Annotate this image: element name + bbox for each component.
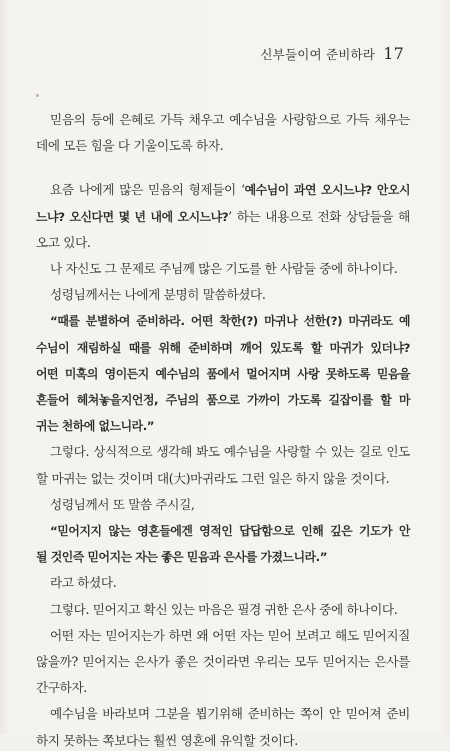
text-line [36, 338, 410, 358]
text-line: 그렇다. 상식적으로 생각해 봐도 예수님을 사랑할 수 있는 길로 인도 [50, 444, 410, 460]
text-line: 믿음의 등에 은혜로 가득 채우고 예수님을 사랑함으로 가득 채우는 [50, 112, 410, 127]
text-line: 나 자신도 그 문제로 주님께 많은 기도를 한 사람들 중에 하나이다. [50, 261, 398, 276]
text-line [50, 521, 410, 541]
text-line: 오고 있다. [36, 234, 91, 250]
emphasized-text: 느냐? 오신다면 몇 년 내에 오시느냐? [36, 209, 229, 224]
text-line: 하지 못하는 쪽보다는 훨씬 영혼에 유익할 것이다. [36, 732, 298, 748]
text-line: 간구하자. [36, 680, 87, 696]
text-line [36, 416, 154, 436]
emphasized-text: 될 것인즉 믿어지는 자는 좋은 믿음과 은사를 가졌느니라.” [36, 550, 328, 565]
text-line: 할 마귀는 없는 것이며 대(大)마귀라도 그런 일은 하지 않을 것이다. [36, 470, 390, 486]
text-line: 그렇다. 믿어지고 확신 있는 마음은 필경 귀한 은사 중에 하나이다. [50, 601, 398, 617]
header-title: 신부들이여 준비하라 [260, 47, 376, 62]
text-line: 데에 모든 힘을 다 기울이도록 하자. [36, 138, 224, 154]
text-line: 예수님을 바라보며 그분을 뵙기위해 준비하는 쪽이 안 믿어져 준비 [50, 706, 410, 722]
emphasized-text: 수님이 재림하실 때를 위해 준비하며 깨어 있도록 할 마귀가 있더냐? [36, 340, 410, 355]
text-line [36, 390, 410, 410]
text-line [36, 364, 410, 384]
text-run: ’ 하는 내용으로 전화 상담들을 해 [228, 208, 410, 224]
emphasized-text: “믿어지지 않는 영혼들에겐 영적인 답답함으로 인해 깊은 기도가 안 [50, 524, 410, 538]
emphasized-text: 어떤 미혹의 영이든지 예수님의 품에서 멀어지며 사랑 못하도록 믿음을 [36, 366, 410, 381]
text-line [36, 207, 410, 227]
emphasized-text: “때를 분별하여 준비하라. 어떤 착한(?) 마귀나 선한(?) 마귀라도 예 [50, 314, 410, 329]
text-line: 않을까? 믿어지는 은사가 좋은 것이라면 우리는 모두 믿어지는 은사를 [36, 654, 410, 669]
text-line [36, 547, 327, 567]
emphasized-text: 예수님이 과연 오시느냐? 안오시 [244, 183, 410, 198]
text-line [50, 311, 410, 331]
text-line: 성령님께서는 나에게 분명히 말씀하셨다. [50, 287, 266, 303]
running-header [260, 44, 404, 63]
emphasized-text: 귀는 천하에 없느니라.” [36, 419, 155, 434]
text-line: 어떤 자는 믿어지는가 하면 왜 어떤 자는 믿어 보려고 해도 믿어지질 [50, 627, 410, 643]
text-line: 성령님께서 또 말씀 주시길, [50, 496, 195, 512]
decorative-dot [36, 94, 39, 97]
emphasized-text: 흔들어 헤쳐놓을지언정, 주님의 품으로 가까이 가도록 길잡이를 할 마 [36, 393, 410, 407]
page-number: 17 [383, 44, 404, 63]
text-line [50, 180, 410, 200]
text-line: 라고 하셨다. [50, 575, 117, 591]
text-run: 요즘 나에게 많은 믿음의 형제들이 ‘ [50, 182, 245, 198]
